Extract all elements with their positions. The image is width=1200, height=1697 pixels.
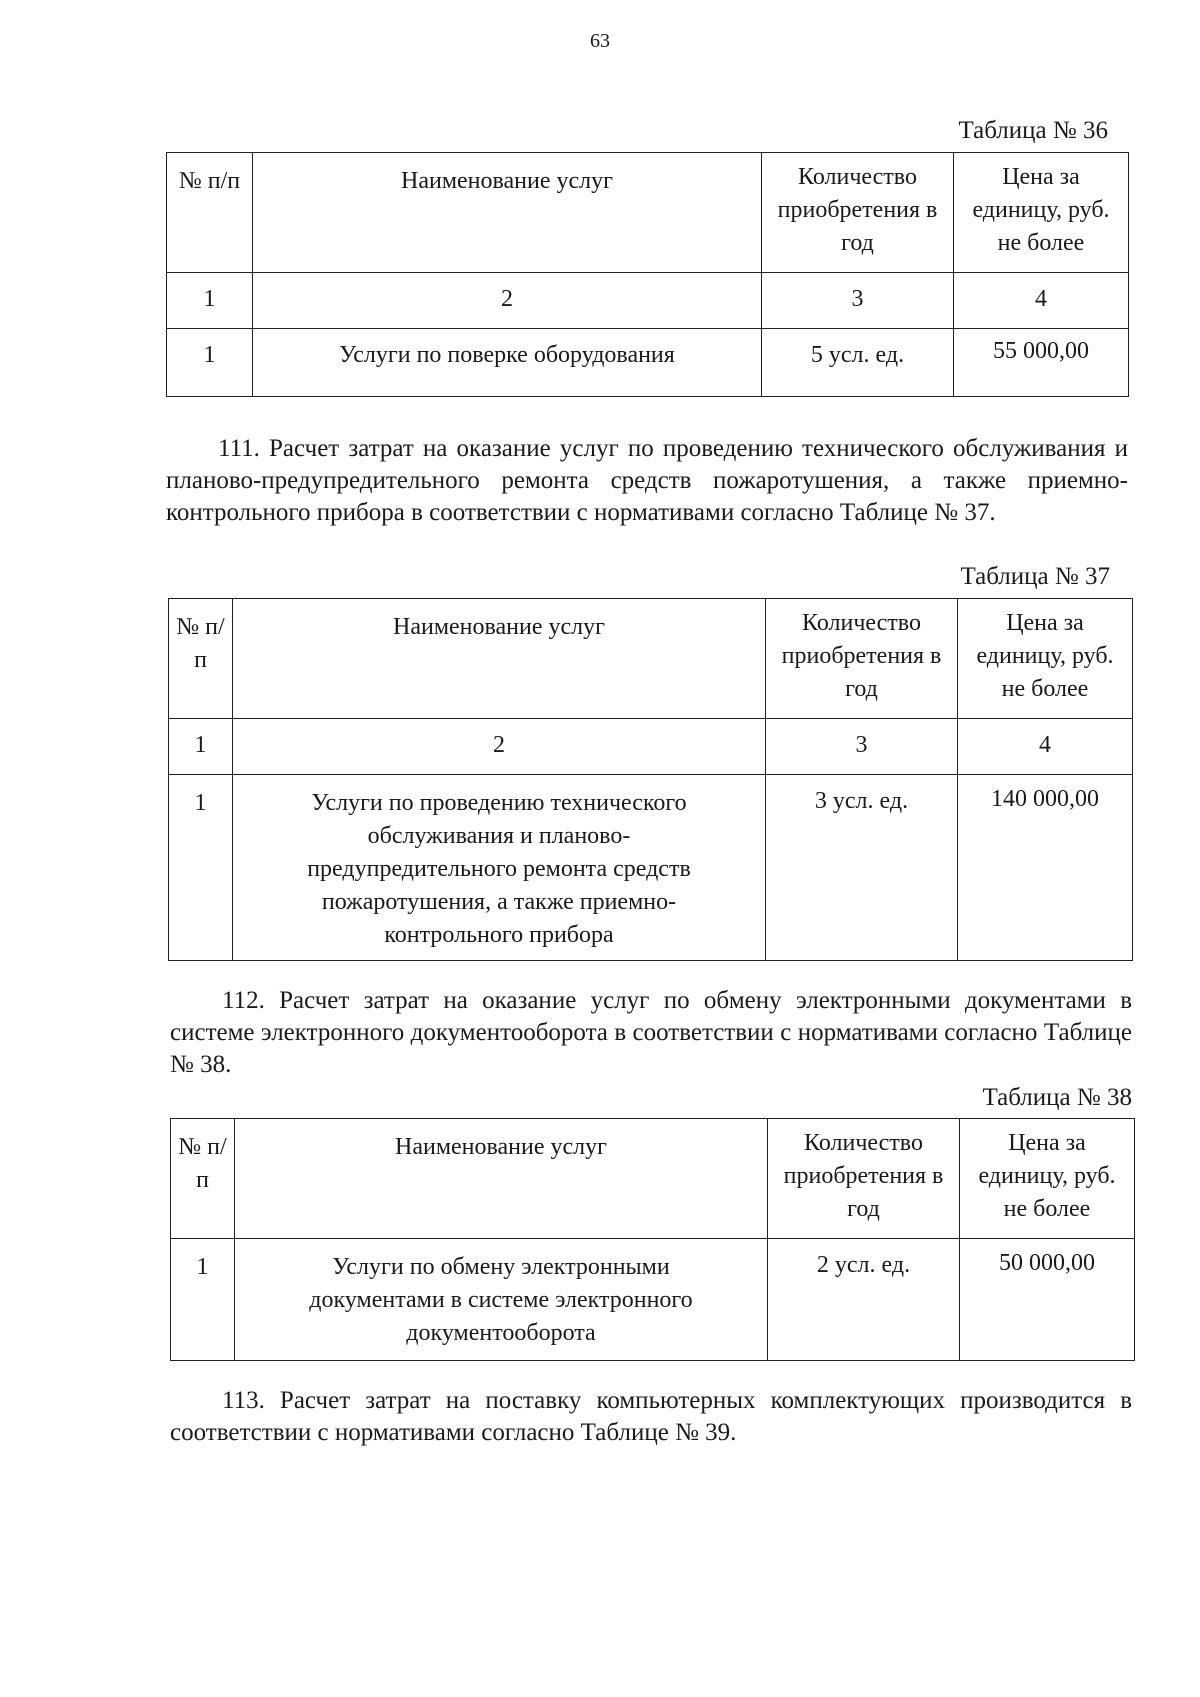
table-37-caption: Таблица № 37 — [960, 563, 1110, 590]
row-num: 1 — [167, 329, 253, 397]
header-num: № п/п — [171, 1119, 235, 1239]
index-cell: 2 — [233, 719, 766, 775]
row-price: 140 000,00 — [958, 775, 1133, 961]
index-cell: 1 — [169, 719, 233, 775]
header-price: Цена за единицу, руб. не более — [958, 599, 1133, 719]
table-row — [169, 775, 1133, 961]
table-38 — [170, 1118, 1135, 1361]
row-num: 1 — [171, 1239, 235, 1361]
table-38-caption: Таблица № 38 — [982, 1084, 1132, 1111]
table-36-caption: Таблица № 36 — [958, 117, 1108, 144]
row-qty: 5 усл. ед. — [762, 329, 954, 397]
index-cell: 4 — [954, 273, 1129, 329]
header-num: № п/п — [169, 599, 233, 719]
row-qty: 2 усл. ед. — [768, 1239, 960, 1361]
row-qty: 3 усл. ед. — [766, 775, 958, 961]
table-row — [171, 1239, 1135, 1361]
row-price: 50 000,00 — [960, 1239, 1135, 1361]
index-cell: 2 — [253, 273, 762, 329]
row-num: 1 — [169, 775, 233, 961]
table-row — [167, 329, 1129, 397]
header-price: Цена за единицу, руб. не более — [960, 1119, 1135, 1239]
row-price: 55 000,00 — [954, 329, 1129, 397]
table-header-row — [167, 153, 1129, 273]
paragraph-112: 112. Расчет затрат на оказание услуг по обмену электронными документами в системе электронного документооборота в соответствии с нормативами согласно Таблице № 38. — [170, 987, 1132, 1078]
table-header-row — [171, 1119, 1135, 1239]
header-name: Наименование услуг — [235, 1119, 768, 1239]
row-name: Услуги по поверке оборудования — [253, 329, 762, 397]
table-index-row — [167, 273, 1129, 329]
index-cell: 3 — [762, 273, 954, 329]
index-cell: 4 — [958, 719, 1133, 775]
header-qty: Количество приобретения в год — [766, 599, 958, 719]
row-name: Услуги по обмену электронными документами в системе электронного документооборота — [235, 1239, 768, 1361]
index-cell: 3 — [766, 719, 958, 775]
header-name: Наименование услуг — [233, 599, 766, 719]
header-num: № п/п — [167, 153, 253, 273]
table-header-row — [169, 599, 1133, 719]
row-name: Услуги по проведению технического обслуживания и планово-предупредительного ремонта средств пожаротушения, а также приемно-контрольного прибора — [233, 775, 766, 961]
header-qty: Количество приобретения в год — [768, 1119, 960, 1239]
table-37 — [168, 598, 1133, 961]
table-36 — [166, 152, 1129, 397]
table-index-row — [169, 719, 1133, 775]
paragraph-113: 113. Расчет затрат на поставку компьютерных комплектующих производится в соответствии с нормативами согласно Таблице № 39. — [170, 1387, 1132, 1446]
header-name: Наименование услуг — [253, 153, 762, 273]
header-qty: Количество приобретения в год — [762, 153, 954, 273]
index-cell: 1 — [167, 273, 253, 329]
page-number: 63 — [590, 30, 610, 52]
paragraph-111: 111. Расчет затрат на оказание услуг по проведению технического обслуживания и планово-предупредительного ремонта средств пожаротушения, а также приемно-контрольного прибора в соответствии с нормативами согласно Таблице № 37. — [166, 435, 1128, 526]
header-price: Цена за единицу, руб. не более — [954, 153, 1129, 273]
